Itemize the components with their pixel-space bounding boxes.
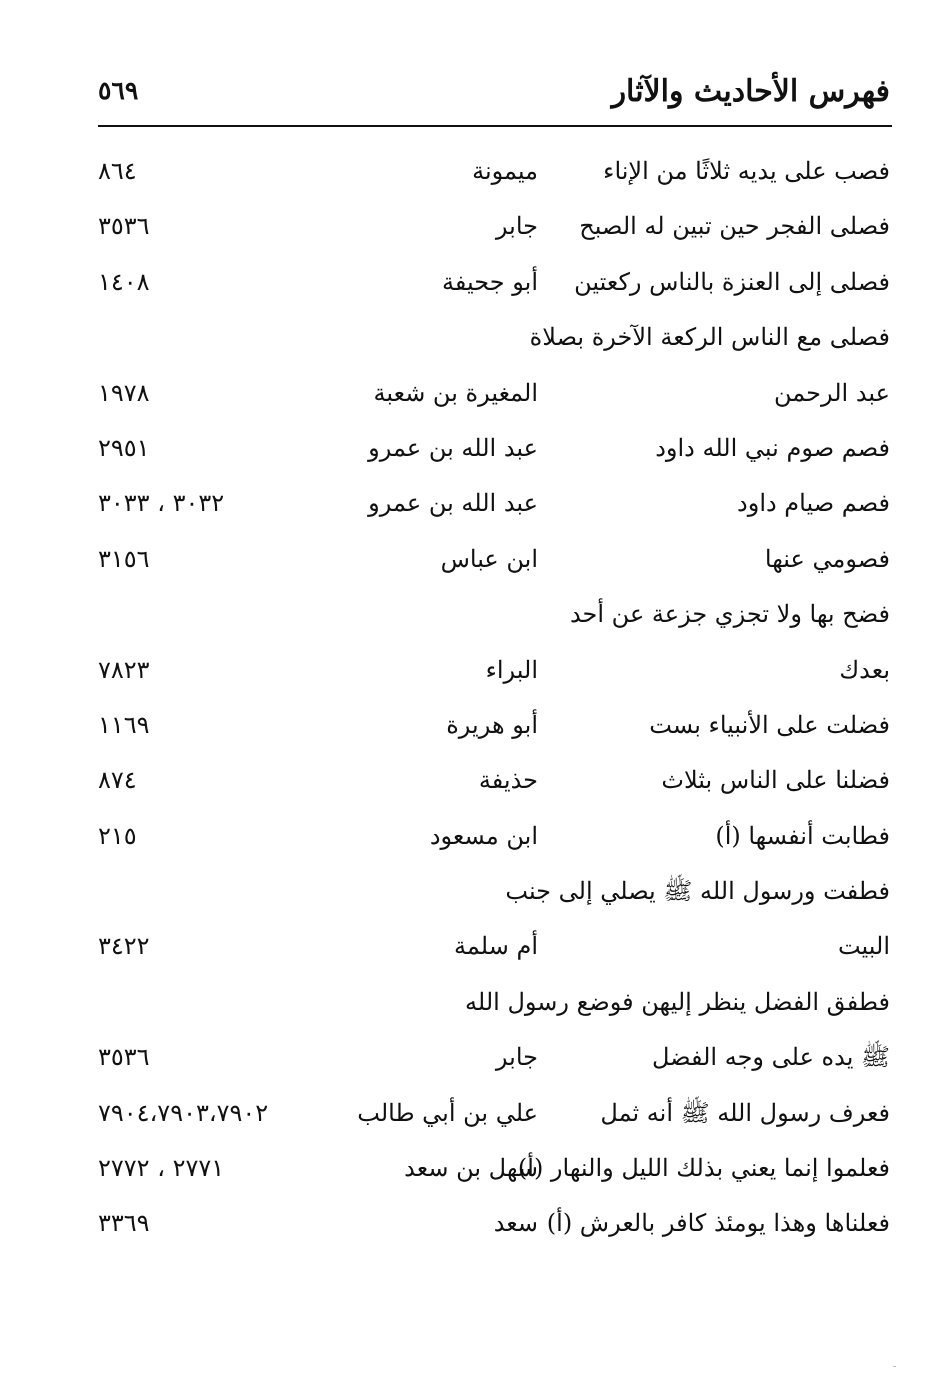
reference-numbers: ٧٨٢٣ bbox=[98, 655, 150, 684]
narrator: البراء bbox=[485, 655, 538, 684]
reference-numbers: ٣٤٢٢ bbox=[98, 932, 150, 961]
page-header bbox=[98, 70, 890, 120]
reference-numbers: ١٤٠٨ bbox=[98, 267, 150, 296]
index-entry bbox=[98, 366, 890, 421]
narrator: المغيرة بن شعبة bbox=[373, 378, 538, 407]
hadith-text: فضح بها ولا تجزي جزعة عن أحد bbox=[569, 600, 890, 629]
index-entries bbox=[98, 144, 890, 1252]
hadith-text: فعرف رسول الله ﷺ أنه ثمل bbox=[600, 1098, 890, 1127]
reference-numbers: ٢٩٥١ bbox=[98, 433, 150, 462]
narrator: عبد الله بن عمرو bbox=[368, 489, 538, 518]
reference-numbers: ٢١٥ bbox=[98, 821, 137, 850]
reference-numbers: ١١٦٩ bbox=[98, 710, 150, 739]
index-entry bbox=[98, 809, 890, 864]
hadith-text: فطابت أنفسها (أ) bbox=[715, 821, 890, 850]
narrator: حذيفة bbox=[478, 766, 538, 795]
index-entry bbox=[98, 643, 890, 698]
narrator: عبد الله بن عمرو bbox=[368, 433, 538, 462]
reference-numbers: ٨٦٤ bbox=[98, 157, 137, 185]
hadith-text: فصلى الفجر حين تبين له الصبح bbox=[579, 212, 890, 241]
narrator: أم سلمة bbox=[454, 932, 538, 961]
hadith-text: ﷺ يده على وجه الفضل bbox=[651, 1043, 890, 1072]
hadith-text: فطفق الفضل ينظر إليهن فوضع رسول الله bbox=[465, 987, 890, 1016]
reference-numbers: ٧٩٠٤،٧٩٠٣،٧٩٠٢ bbox=[98, 1098, 269, 1127]
scan-speck bbox=[893, 1366, 896, 1367]
narrator: ابن عباس bbox=[440, 544, 538, 573]
hadith-text: فعلموا إنما يعني بذلك الليل والنهار (أ) bbox=[517, 1154, 890, 1183]
index-entry bbox=[98, 532, 890, 587]
index-entry bbox=[98, 587, 890, 642]
index-entry bbox=[98, 144, 890, 199]
hadith-text: البيت bbox=[837, 932, 890, 961]
hadith-text: فضلنا على الناس بثلاث bbox=[661, 766, 890, 795]
narrator: أبو جحيفة bbox=[442, 267, 538, 296]
narrator: ابن مسعود bbox=[429, 821, 538, 850]
narrator: جابر bbox=[495, 212, 538, 241]
narrator: سهل بن سعد bbox=[404, 1154, 538, 1183]
hadith-text: عبد الرحمن bbox=[774, 378, 890, 407]
reference-numbers: ٣٥٣٦ bbox=[98, 212, 150, 241]
reference-numbers: ٣٣٦٩ bbox=[98, 1209, 150, 1238]
index-entry bbox=[98, 1196, 890, 1251]
hadith-text: فصم صوم نبي الله داود bbox=[655, 433, 890, 462]
hadith-text: فعلناها وهذا يومئذ كافر بالعرش (أ) bbox=[546, 1209, 890, 1238]
hadith-text: فصلى مع الناس الركعة الآخرة بصلاة bbox=[529, 323, 890, 352]
hadith-text: فصب على يديه ثلاثًا من الإناء bbox=[603, 157, 890, 185]
index-entry bbox=[98, 753, 890, 808]
index-entry bbox=[98, 864, 890, 919]
hadith-text: فطفت ورسول الله ﷺ يصلي إلى جنب bbox=[505, 877, 890, 906]
index-entry bbox=[98, 1141, 890, 1196]
hadith-text: فصومي عنها bbox=[764, 544, 890, 573]
narrator: جابر bbox=[495, 1043, 538, 1072]
page-title: فهرس الأحاديث والآثار bbox=[611, 74, 890, 109]
reference-numbers: ٣١٥٦ bbox=[98, 544, 150, 573]
reference-numbers: ٣٥٣٦ bbox=[98, 1043, 150, 1072]
index-entry bbox=[98, 476, 890, 531]
index-entry bbox=[98, 1030, 890, 1085]
hadith-text: فصلى إلى العنزة بالناس ركعتين bbox=[574, 267, 890, 296]
reference-numbers: ٨٧٤ bbox=[98, 766, 137, 795]
hadith-text: فضلت على الأنبياء بست bbox=[649, 710, 890, 739]
index-entry bbox=[98, 919, 890, 974]
header-rule bbox=[98, 125, 892, 127]
index-entry bbox=[98, 975, 890, 1030]
hadith-text: فصم صيام داود bbox=[737, 489, 890, 518]
narrator: ميمونة bbox=[472, 157, 538, 185]
index-entry bbox=[98, 1086, 890, 1141]
hadith-text: بعدك bbox=[839, 655, 890, 684]
index-entry bbox=[98, 698, 890, 753]
index-entry bbox=[98, 310, 890, 365]
reference-numbers: ١٩٧٨ bbox=[98, 378, 150, 407]
narrator: سعد bbox=[493, 1209, 538, 1238]
index-entry bbox=[98, 421, 890, 476]
index-entry bbox=[98, 199, 890, 254]
page-number: ٥٦٩ bbox=[98, 76, 139, 105]
index-entry bbox=[98, 255, 890, 310]
narrator: علي بن أبي طالب bbox=[357, 1098, 538, 1127]
reference-numbers: ٣٠٣٢ ، ٣٠٣٣ bbox=[98, 489, 225, 518]
reference-numbers: ٢٧٧١ ، ٢٧٧٢ bbox=[98, 1154, 225, 1183]
narrator: أبو هريرة bbox=[446, 710, 538, 739]
